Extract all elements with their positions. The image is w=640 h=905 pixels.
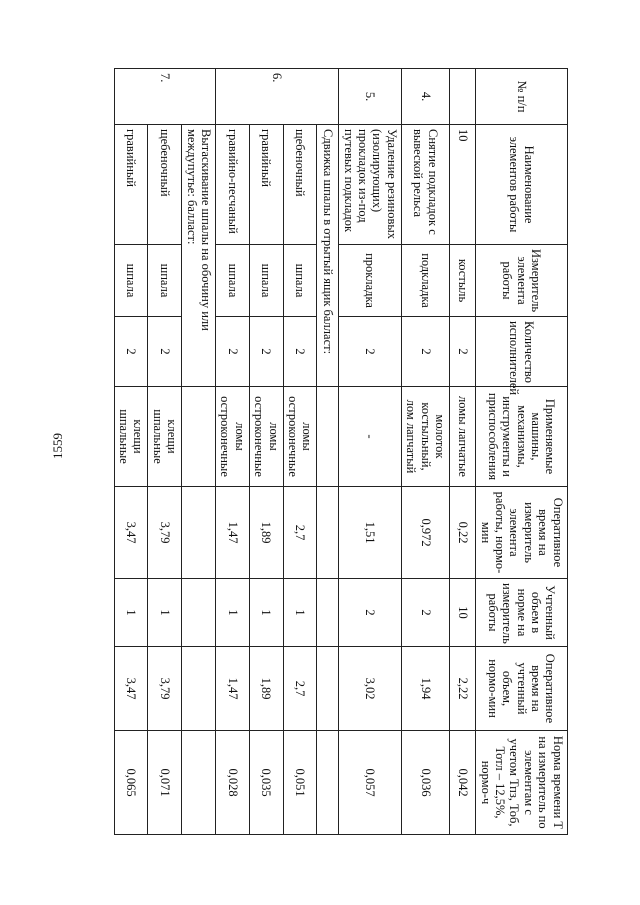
- row-norm: 0,057: [339, 731, 402, 835]
- row-op-time: 3,47: [114, 487, 148, 579]
- row-unit: шпала: [216, 245, 250, 317]
- row-op-time: 0,22: [450, 487, 476, 579]
- row-workers: 2: [450, 317, 476, 387]
- table-row: [339, 69, 402, 835]
- rotated-table-container: [118, 68, 568, 834]
- table-row: [249, 69, 283, 835]
- header-workers: Количество исполнителей: [476, 317, 568, 387]
- header-volume: Учтенный объем в норме на измеритель работы: [476, 579, 568, 647]
- row-volume: 10: [450, 579, 476, 647]
- row-tools: молоток костыльный, лом лапчатый: [401, 387, 449, 487]
- group-6-title: Сдвижка шпалы в отрытый ящик балласт:: [317, 125, 339, 387]
- row-op-volume: 3,02: [339, 647, 402, 731]
- group-6-num: 6.: [216, 69, 339, 125]
- row-workers: 2: [216, 317, 250, 387]
- row-tools: клещи шпальные: [148, 387, 182, 487]
- table-row: [283, 69, 317, 835]
- row-workers: 2: [114, 317, 148, 387]
- row-norm: 0,051: [283, 731, 317, 835]
- row-op-volume: 1,47: [216, 647, 250, 731]
- row-num: 4.: [401, 69, 449, 125]
- row-unit: костыль: [450, 245, 476, 317]
- table-row: [114, 69, 148, 835]
- row-op-volume: 3,47: [114, 647, 148, 731]
- row-name: Удаление резиновых (изолирующих) прокладок из-под путевых подкладок: [339, 125, 402, 245]
- row-volume: 1: [283, 579, 317, 647]
- row-op-time: 0,972: [401, 487, 449, 579]
- norms-table: [114, 68, 568, 835]
- row-tools: ломы остроконечные: [216, 387, 250, 487]
- row-op-time: 1,89: [249, 487, 283, 579]
- row-norm: 0,042: [450, 731, 476, 835]
- row-tools: ломы остроконечные: [283, 387, 317, 487]
- table-row: [216, 69, 250, 835]
- row-volume: 2: [339, 579, 402, 647]
- group-7-title: Вытаскивание шпалы на обочину или междупутье: балласт:: [182, 125, 216, 387]
- row-workers: 2: [401, 317, 449, 387]
- header-tools: Применяемые машины, механизмы, инструменты и приспособления: [476, 387, 568, 487]
- row-op-volume: 2,22: [450, 647, 476, 731]
- row-norm: 0,036: [401, 731, 449, 835]
- row-tools: клещи шпальные: [114, 387, 148, 487]
- row-name: гравийный: [249, 125, 283, 245]
- row-volume: 1: [148, 579, 182, 647]
- row-volume: 2: [401, 579, 449, 647]
- row-op-volume: 2,7: [283, 647, 317, 731]
- table-row: [148, 69, 182, 835]
- row-unit: шпала: [249, 245, 283, 317]
- group-7-num: 7.: [114, 69, 216, 125]
- row-name: щебеночный: [148, 125, 182, 245]
- header-row: [476, 69, 568, 835]
- header-op-time: Оперативное время на измеритель элемента работы, нормо-мин: [476, 487, 568, 579]
- row-name: 10: [450, 125, 476, 245]
- row-workers: 2: [339, 317, 402, 387]
- row-workers: 2: [249, 317, 283, 387]
- row-op-volume: 1,89: [249, 647, 283, 731]
- row-unit: подкладка: [401, 245, 449, 317]
- row-name: щебеночный: [283, 125, 317, 245]
- row-norm: 0,035: [249, 731, 283, 835]
- row-unit: шпала: [114, 245, 148, 317]
- header-num: № п/п: [476, 69, 568, 125]
- row-op-time: 3,79: [148, 487, 182, 579]
- row-num: 5.: [339, 69, 402, 125]
- group-7-title-row: [182, 69, 216, 835]
- table-row: [401, 69, 449, 835]
- row-volume: 1: [249, 579, 283, 647]
- header-op-volume: Оперативное время на учтенный объем, нормо-мин: [476, 647, 568, 731]
- row-name: гравийно-песчаный: [216, 125, 250, 245]
- group-6-title-row: [317, 69, 339, 835]
- row-unit: прокладка: [339, 245, 402, 317]
- row-op-time: 2,7: [283, 487, 317, 579]
- row-workers: 2: [148, 317, 182, 387]
- row-unit: шпала: [148, 245, 182, 317]
- row-workers: 2: [283, 317, 317, 387]
- header-norm: Норма времени Т на измеритель по элементам с учетом Тпз, Тоб, Тотл – 12,5%, нормо-ч: [476, 731, 568, 835]
- row-unit: шпала: [283, 245, 317, 317]
- row-tools: ломы остроконечные: [249, 387, 283, 487]
- row-op-time: 1,47: [216, 487, 250, 579]
- row-norm: 0,028: [216, 731, 250, 835]
- row-op-time: 1,51: [339, 487, 402, 579]
- header-unit: Измеритель элемента работы: [476, 245, 568, 317]
- row-op-volume: 3,79: [148, 647, 182, 731]
- row-name: гравийный: [114, 125, 148, 245]
- row-op-volume: 1,94: [401, 647, 449, 731]
- row-tools: -: [339, 387, 402, 487]
- row-volume: 1: [114, 579, 148, 647]
- row-tools: ломы лапчатые: [450, 387, 476, 487]
- row-norm: 0,065: [114, 731, 148, 835]
- header-name: Наименование элементов работы: [476, 125, 568, 245]
- row-norm: 0,071: [148, 731, 182, 835]
- row-num: [450, 69, 476, 125]
- page-number: 1559: [50, 433, 65, 459]
- row-volume: 1: [216, 579, 250, 647]
- row-name: Снятие подкладок с вывеской рельса: [401, 125, 449, 245]
- table-row: [450, 69, 476, 835]
